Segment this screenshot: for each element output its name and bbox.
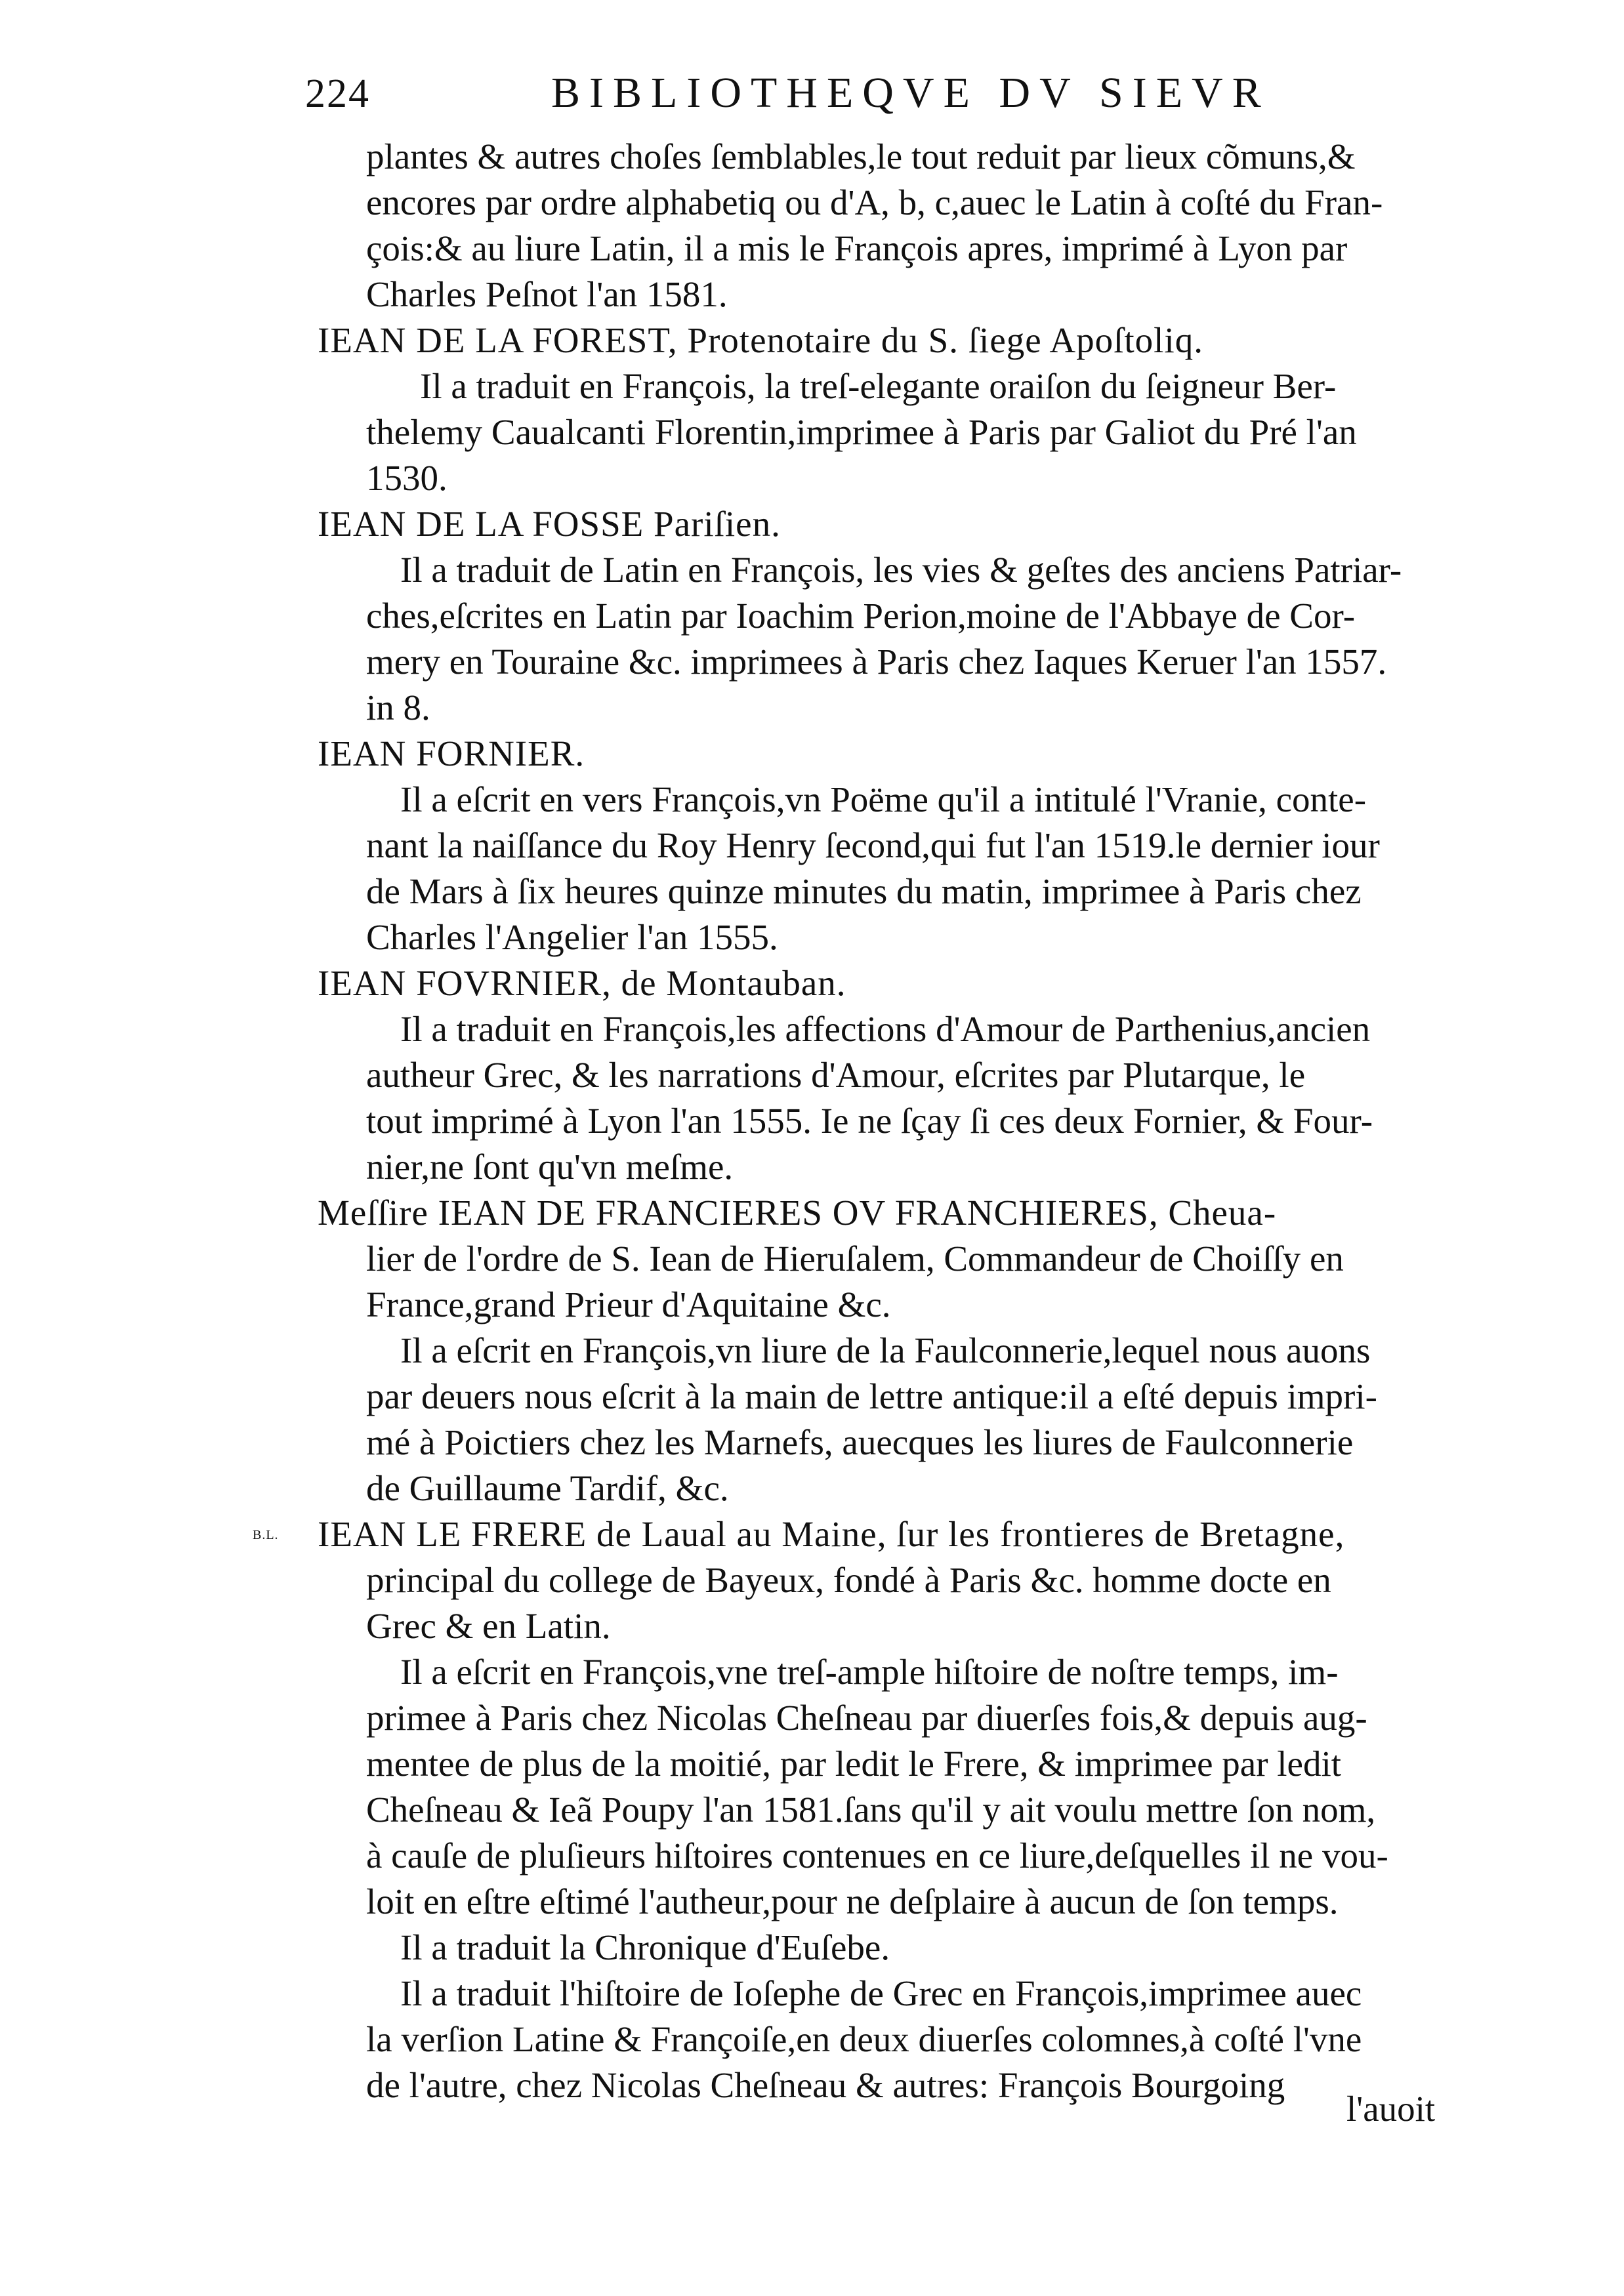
entry-heading: IEAN DE LA FOSSE Pariſien. [318, 504, 781, 544]
text-line: la verſion Latine & Françoiſe,en deux diuerſes colomnes,à coſté l'vne [366, 2019, 1362, 2059]
text-line: mé à Poictiers chez les Marnefs, auecques les liures de Faulconnerie [366, 1422, 1354, 1462]
text-line: Il a eſcrit en vers François,vn Poëme qu'il a intitulé l'Vranie, conte- [400, 779, 1367, 819]
text-line: mentee de plus de la moitié, par ledit le Frere, & imprimee par ledit [366, 1744, 1342, 1784]
text-line: principal du college de Bayeux, fondé à Paris &c. homme docte en [366, 1560, 1331, 1600]
text-line: Grec & en Latin. [366, 1606, 611, 1646]
text-line: çois:& au liure Latin, il a mis le François apres, imprimé à Lyon par [366, 228, 1348, 268]
text-line: Il a traduit en François, la treſ-elegante oraiſon du ſeigneur Ber- [420, 366, 1337, 406]
margin-note: B.L. [253, 1528, 279, 1542]
entry-heading: Meſſire IEAN DE FRANCIERES OV FRANCHIERES, Cheua- [318, 1193, 1277, 1233]
text-line: Charles l'Angelier l'an 1555. [366, 917, 778, 957]
text-line: in 8. [366, 687, 430, 728]
text-line: plantes & autres choſes ſemblables,le tout reduit par lieux cõmuns,& [366, 136, 1356, 176]
text-line: thelemy Caualcanti Florentin,imprimee à Paris par Galiot du Pré l'an [366, 412, 1357, 452]
text-line: nier,ne ſont qu'vn meſme. [366, 1147, 734, 1187]
text-line: Il a traduit en François,les affections d'Amour de Parthenius,ancien [400, 1009, 1371, 1049]
text-line: Il a traduit la Chronique d'Euſebe. [400, 1927, 890, 1967]
entry-heading: IEAN LE FRERE de Laual au Maine, ſur les frontieres de Bretagne, [318, 1514, 1345, 1554]
text-line: France,grand Prieur d'Aquitaine &c. [366, 1284, 891, 1324]
text-line: Cheſneau & Ieã Poupy l'an 1581.ſans qu'il y ait voulu mettre ſon nom, [366, 1790, 1376, 1830]
running-title: BIBLIOTHEQVE DV SIEVR [551, 69, 1270, 117]
text-line: lier de l'ordre de S. Iean de Hieruſalem, Commandeur de Choiſſy en [366, 1239, 1344, 1279]
text-line: ches,eſcrites en Latin par Ioachim Perion,moine de l'Abbaye de Cor- [366, 596, 1356, 636]
text-line: de Guillaume Tardif, &c. [366, 1468, 729, 1508]
text-line: de Mars à ſix heures quinze minutes du matin, imprimee à Paris chez [366, 871, 1362, 911]
text-line: Il a eſcrit en François,vne treſ-ample hiſtoire de noſtre temps, im- [400, 1652, 1339, 1692]
text-line: mery en Touraine &c. imprimees à Paris chez Iaques Keruer l'an 1557. [366, 642, 1387, 682]
entry-heading: IEAN FOVRNIER, de Montauban. [318, 963, 846, 1003]
page-number: 224 [305, 72, 370, 116]
text-line: Il a traduit l'hiſtoire de Ioſephe de Grec en François,imprimee auec [400, 1973, 1362, 2013]
text-line: Il a traduit de Latin en François, les vies & geſtes des anciens Patriar- [400, 550, 1402, 590]
text-line: tout imprimé à Lyon l'an 1555. Ie ne ſçay ſi ces deux Fornier, & Four- [366, 1101, 1373, 1141]
text-line: 1530. [366, 458, 448, 498]
text-line: autheur Grec, & les narrations d'Amour, eſcrites par Plutarque, le [366, 1055, 1306, 1095]
text-line: Il a eſcrit en François,vn liure de la Faulconnerie,lequel nous auons [400, 1330, 1371, 1370]
text-line: nant la naiſſance du Roy Henry ſecond,qui fut l'an 1519.le dernier iour [366, 825, 1380, 865]
text-line: par deuers nous eſcrit à la main de lettre antique:il a eſté depuis impri- [366, 1376, 1377, 1416]
text-line: Charles Peſnot l'an 1581. [366, 274, 728, 314]
text-line: encores par ordre alphabetiq ou d'A, b, c,auec le Latin à coſté du Fran- [366, 182, 1383, 222]
entry-heading: IEAN DE LA FOREST, Protenotaire du S. ſiege Apoſtoliq. [318, 320, 1203, 360]
catchword: l'auoit [1346, 2089, 1436, 2129]
entry-heading: IEAN FORNIER. [318, 733, 585, 773]
text-line: à cauſe de pluſieurs hiſtoires contenues en ce liure,deſquelles il ne vou- [366, 1835, 1388, 1876]
text-line: primee à Paris chez Nicolas Cheſneau par diuerſes fois,& depuis aug- [366, 1698, 1367, 1738]
text-line: loit en eſtre eſtimé l'autheur,pour ne deſplaire à aucun de ſon temps. [366, 1881, 1339, 1921]
text-line: de l'autre, chez Nicolas Cheſneau & autres: François Bourgoing [366, 2065, 1285, 2105]
